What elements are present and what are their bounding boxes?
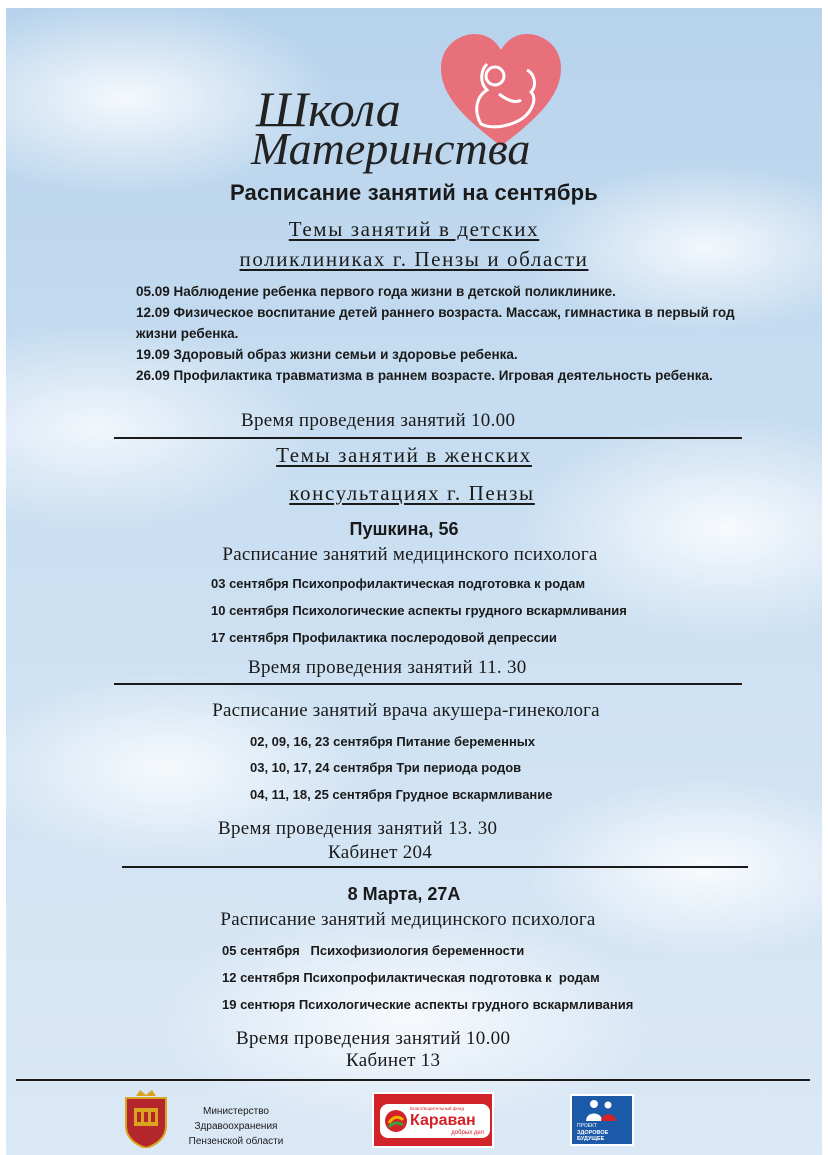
children-topics-list (136, 281, 746, 386)
divider (114, 437, 742, 439)
address-march8: 8 Марта, 27А (347, 884, 461, 904)
list-item: 12.09 Физическое воспитание детей раннего возраста. Массаж, гимнастика в первый год жизни ребенка. (136, 305, 735, 341)
divider (16, 1079, 810, 1081)
family-icon (582, 1099, 622, 1121)
coat-of-arms-icon (122, 1090, 170, 1148)
list-item: 17 сентября Профилактика послеродовой депрессии (211, 630, 557, 645)
list-item: 10 сентября Психологические аспекты грудного вскармливания (211, 603, 627, 618)
logo-line-1: Школа (256, 81, 401, 137)
address-pushkina: Пушкина, 56 (349, 519, 459, 539)
psychologist-heading: Расписание занятий медицинского психолога (222, 544, 598, 565)
march8-room: Кабинет 13 (346, 1050, 441, 1071)
karavan-label: Караван (410, 1112, 476, 1129)
women-section-heading-line-1: Темы занятий в женских (276, 443, 532, 467)
school-logo (236, 34, 596, 184)
project-small-label: ПРОЕКТ (577, 1123, 598, 1129)
list-item: 04, 11, 18, 25 сентября Грудное вскармливание (250, 787, 553, 802)
list-item: 03 сентября Психопрофилактическая подготовка к родам (211, 576, 586, 591)
logo-line-2: Материнства (251, 123, 531, 174)
list-item: 02, 09, 16, 23 сентября Питание беременных (250, 734, 536, 749)
list-item: 05.09 Наблюдение ребенка первого года жизни в детской поликлинике. (136, 284, 616, 299)
psychologist-heading-2: Расписание занятий медицинского психолога (220, 909, 596, 930)
karavan-logo (372, 1092, 494, 1148)
list-item: 19 сентюря Психологические аспекты грудного вскармливания (222, 997, 634, 1012)
obstetrician-time: Время проведения занятий 13. 30 (218, 818, 498, 839)
women-section-heading-line-2: консультациях г. Пензы (289, 481, 535, 505)
list-item: 05 сентября Психофизиология беременности (222, 943, 525, 958)
list-item: 26.09 Профилактика травматизма в раннем возрасте. Игровая деятельность ребенка. (136, 368, 713, 383)
karavan-small-label: Благотворительный фонд (410, 1106, 465, 1111)
karavan-sub-label: добрых дел (451, 1130, 484, 1136)
children-section-heading (6, 214, 822, 274)
children-time: Время проведения занятий 10.00 (241, 410, 516, 431)
children-heading-line-1: Темы занятий в детских (288, 217, 540, 241)
children-heading-line-2: поликлиниках г. Пензы и области (239, 247, 589, 271)
divider (122, 866, 748, 868)
project-logo (570, 1094, 634, 1146)
obstetrician-room: Кабинет 204 (328, 842, 433, 863)
divider (114, 683, 742, 685)
poster (6, 8, 822, 1155)
footer (6, 1088, 822, 1152)
psychologist-time: Время проведения занятий 11. 30 (248, 657, 527, 678)
page-title: Расписание занятий на сентябрь (229, 180, 599, 205)
project-name-label: ЗДОРОВОЕ БУДУЩЕЕ (577, 1130, 609, 1142)
obstetrician-heading: Расписание занятий врача акушера-гинеколога (212, 700, 600, 721)
ministry-label: Министерство Здравоохранения Пензенской области (188, 1106, 284, 1147)
list-item: 12 сентября Психопрофилактическая подготовка к родам (222, 970, 600, 985)
list-item: 03, 10, 17, 24 сентября Три периода родов (250, 760, 522, 775)
list-item: 19.09 Здоровый образ жизни семьи и здоровье ребенка. (136, 347, 518, 362)
karavan-emblem-icon (383, 1108, 409, 1134)
march8-time: Время проведения занятий 10.00 (236, 1028, 511, 1049)
